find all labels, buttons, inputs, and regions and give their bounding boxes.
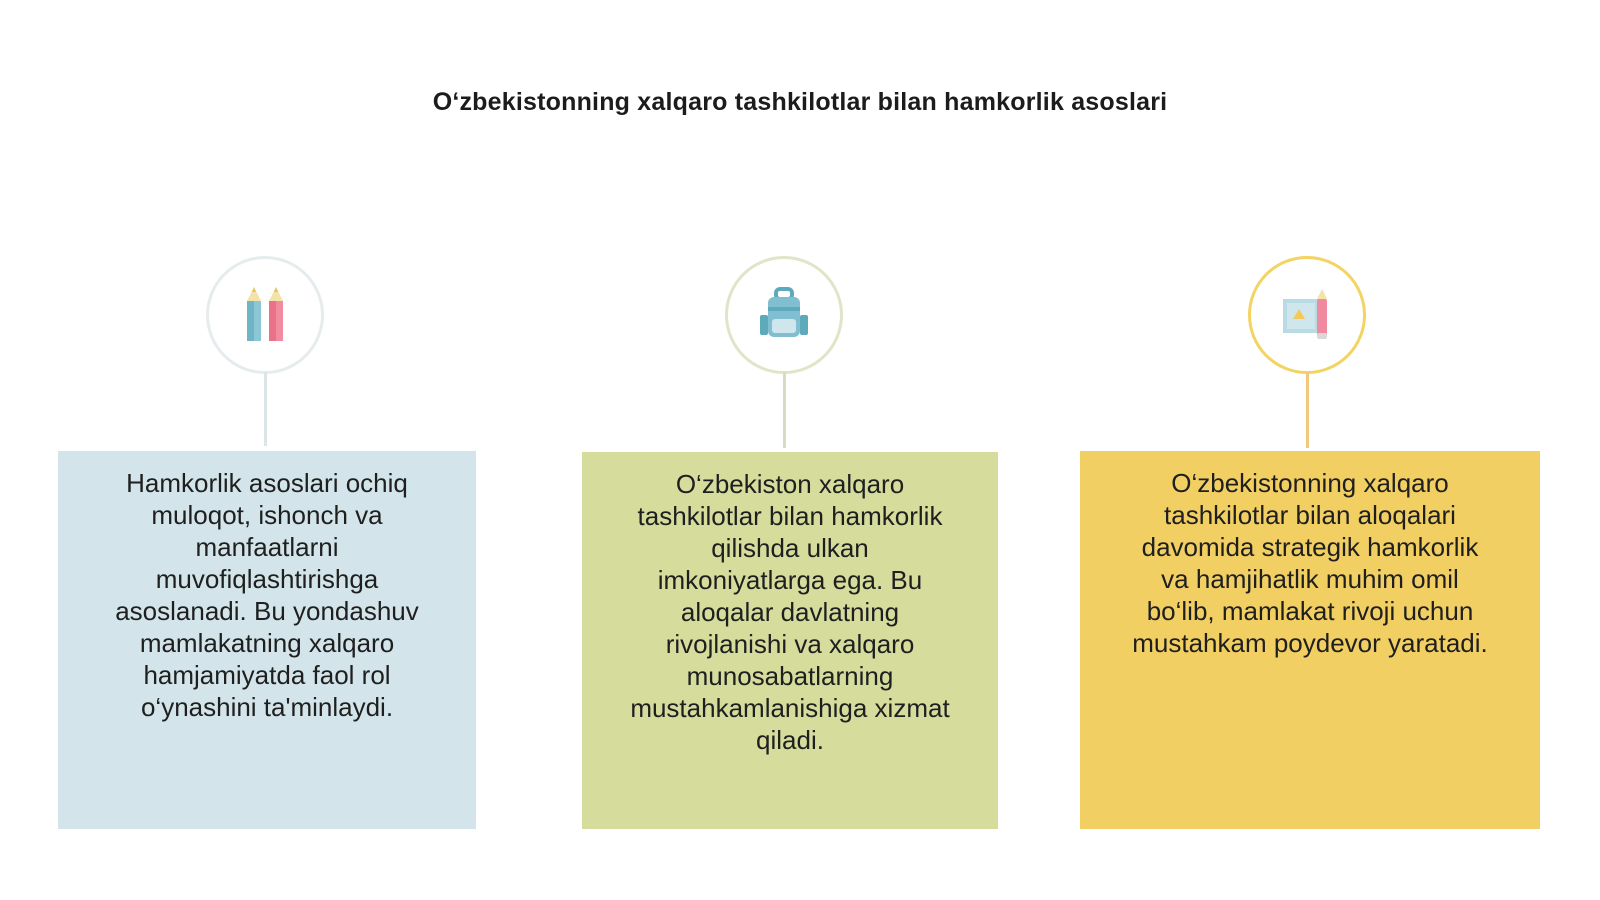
info-card-3: O‘zbekistonning xalqaro tashkilotlar bilan aloqalari davomida strategik hamkorlik va hamjihatlik muhim omil bo‘lib, mamlakat rivoji uchun mustahkam poydevor yaratadi. bbox=[1080, 451, 1540, 829]
connector-line-1 bbox=[264, 372, 267, 446]
backpack-icon bbox=[754, 285, 814, 345]
page-title: O‘zbekistonning xalqaro tashkilotlar bilan hamkorlik asoslari bbox=[432, 88, 1168, 116]
info-card-1: Hamkorlik asoslari ochiq muloqot, ishonch va manfaatlarni muvofiqlashtirishga asoslanadi. Bu yondashuv mamlakatning xalqaro hamjamiyatda faol rol o‘ynashini ta'minlaydi. bbox=[58, 451, 476, 829]
drawing-pencil-icon bbox=[1277, 285, 1337, 345]
pencils-icon bbox=[237, 283, 293, 347]
icon-circle-1 bbox=[206, 256, 324, 374]
connector-line-2 bbox=[783, 372, 786, 448]
info-card-2: O‘zbekiston xalqaro tashkilotlar bilan hamkorlik qilishda ulkan imkoniyatlarga ega. Bu aloqalar davlatning rivojlanishi va xalqaro munosabatlarning mustahkamlanishiga xizmat qiladi. bbox=[582, 452, 998, 829]
connector-line-3 bbox=[1306, 372, 1309, 448]
icon-circle-3 bbox=[1248, 256, 1366, 374]
icon-circle-2 bbox=[725, 256, 843, 374]
